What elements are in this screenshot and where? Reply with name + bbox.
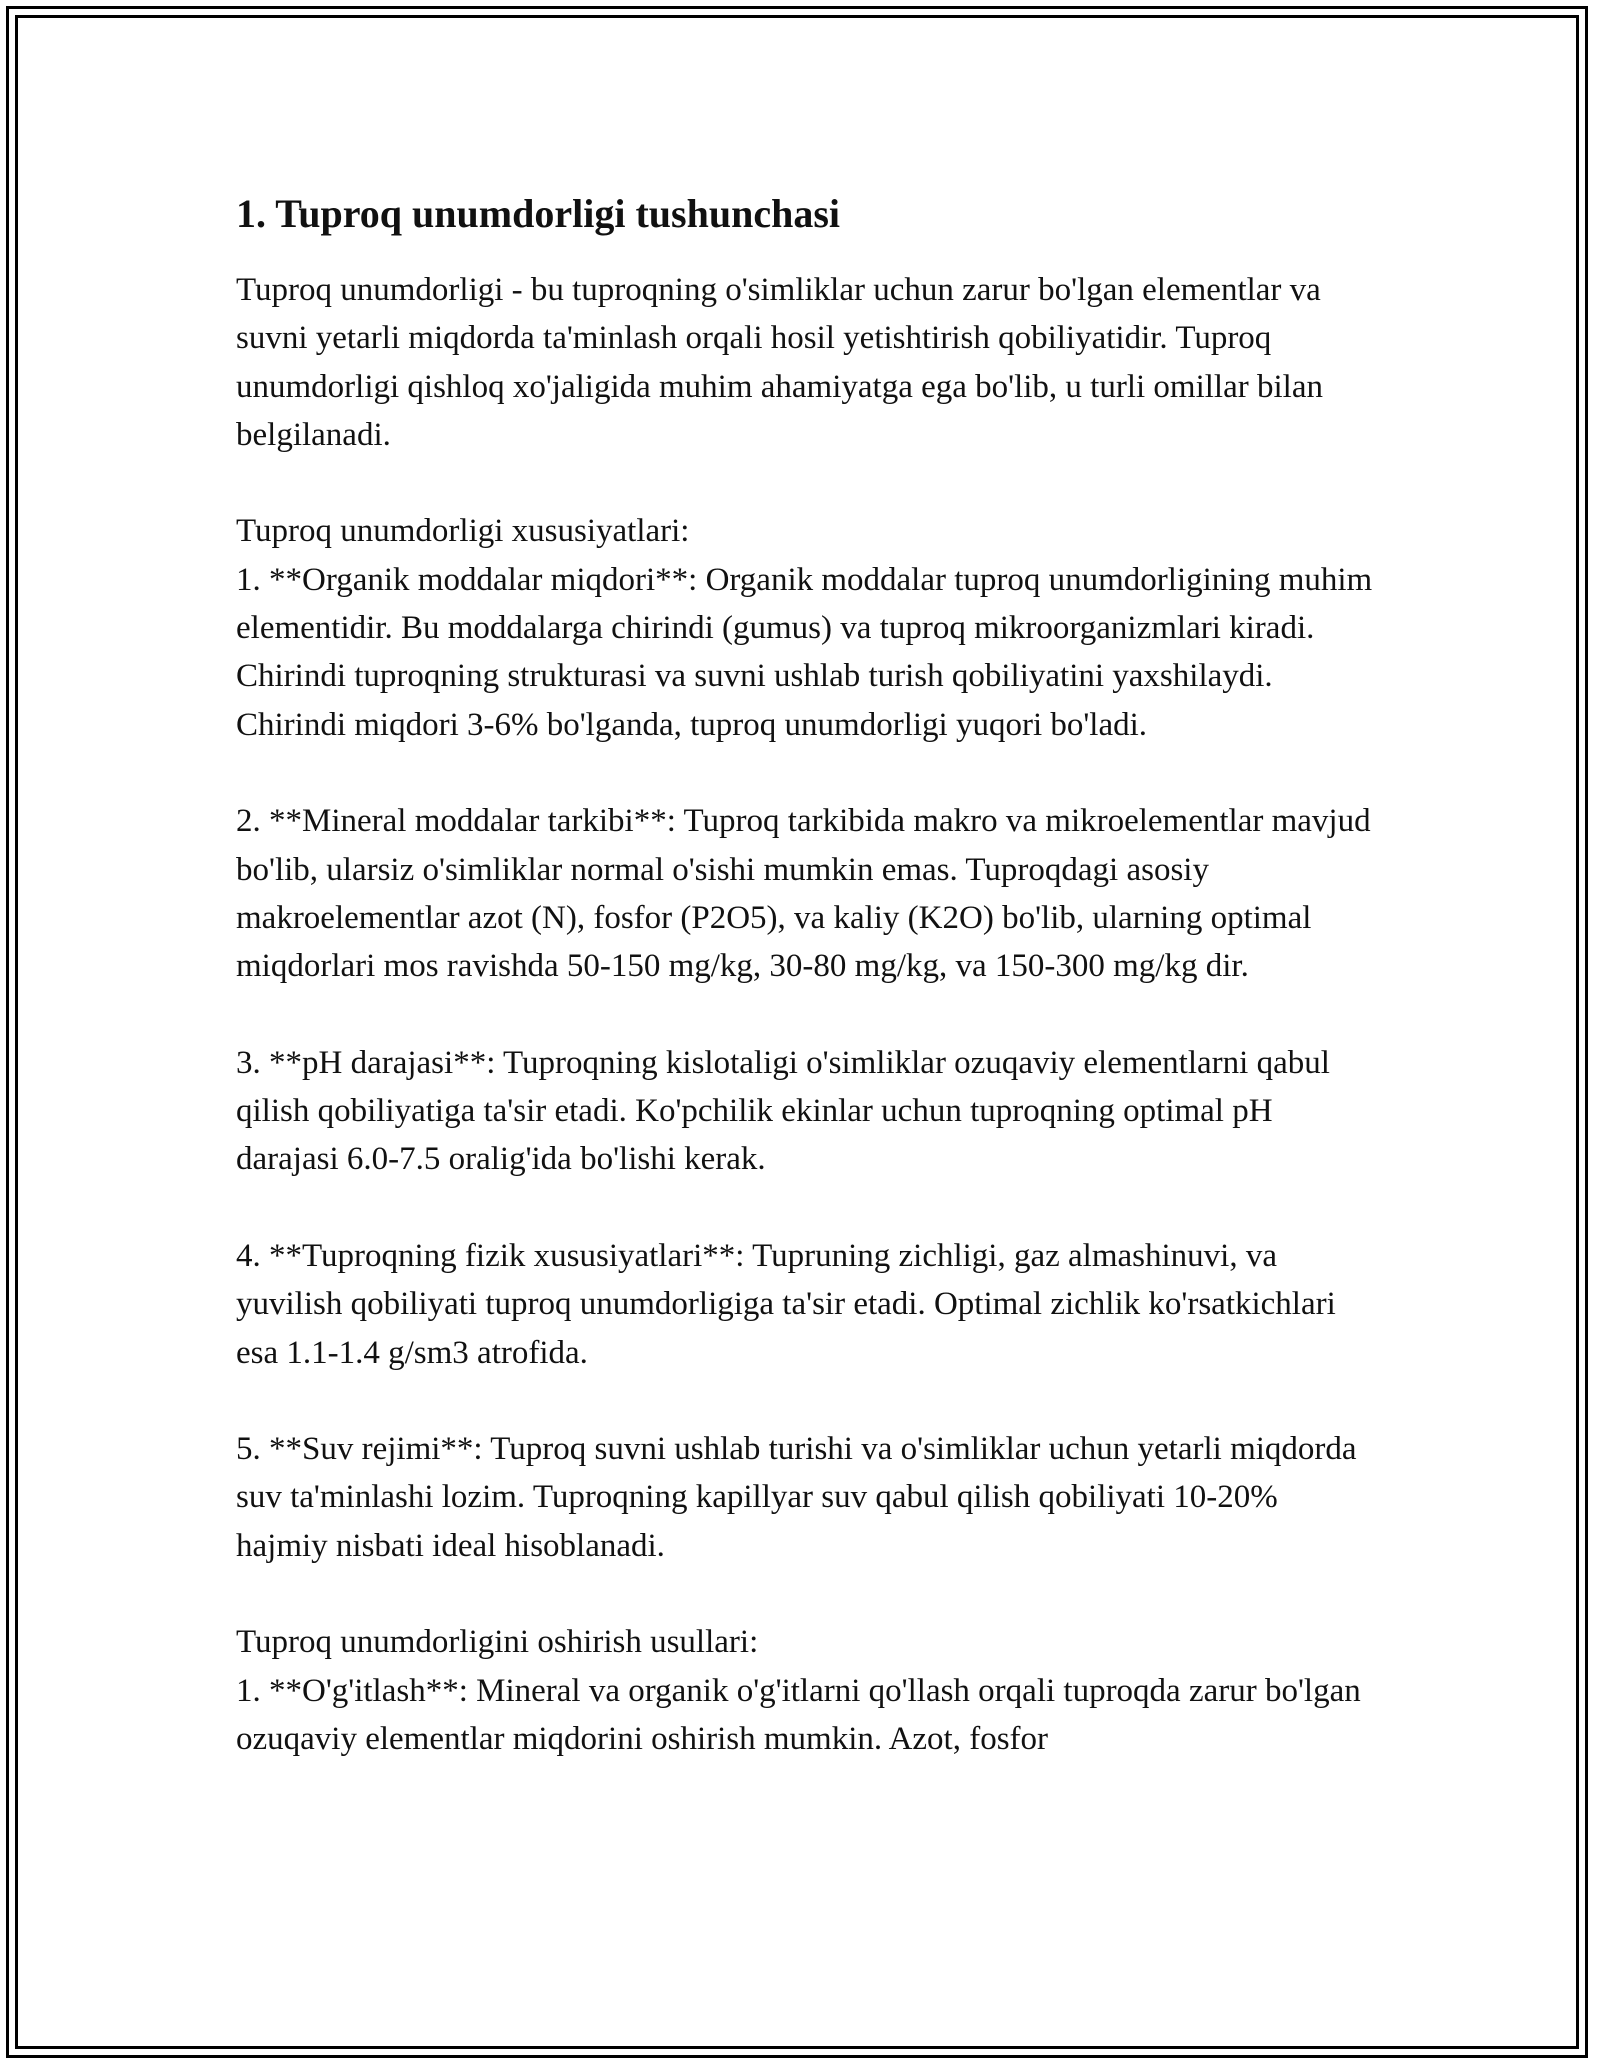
section-title: 1. Tuproq unumdorligi tushunchasi: [236, 191, 841, 236]
properties-heading: Tuproq unumdorligi xususiyatlari:: [236, 513, 690, 550]
spacer: [236, 990, 1376, 1038]
property-item-3: 3. **pH darajasi**: Tuproqning kislotaligi o'simliklar ozuqaviy elementlarni qabul qilish qobiliyatiga ta'sir etadi. Ko'pchilik ekinlar uchun tuproqning optimal pH darajasi 6.0-7.5 oralig'ida bo'lishi kerak.: [236, 1044, 1339, 1178]
property-item-5: 5. **Suv rejimi**: Tuproq suvni ushlab turishi va o'simliklar uchun yetarli miqdorda suv ta'minlashi lozim. Tuproqning kapillyar suv qabul qilish qobiliyati 10-20% hajmiy nisbati ideal hisoblanadi.: [236, 1431, 1365, 1564]
spacer: [236, 459, 1376, 507]
property-item-2: 2. **Mineral moddalar tarkibi**: Tuproq tarkibida makro va mikroelementlar mavjud bo'lib, ularsiz o'simliklar normal o'sishi mumkin emas. Tuproqdagi asosiy makroelementlar azot (N), fosfor (P2O5), va kaliy (K2O) bo'lib, ularning optimal miqdorlari mos ravishda 50-150 mg/kg, 30-80 mg/kg, va 150-300 mg/kg dir.: [236, 803, 1379, 985]
spacer: [236, 1377, 1376, 1425]
property-item-4: 4. **Tuproqning fizik xususiyatlari**: Tupruning zichligi, gaz almashinuvi, va yuvilish qobiliyati tuproq unumdorligiga ta'sir etadi. Optimal zichlik ko'rsatkichlari esa 1.1-1.4 g/sm3 atrofida.: [236, 1237, 1345, 1371]
intro-paragraph: Tuproq unumdorligi - bu tuproqning o'simliklar uchun zarur bo'lgan elementlar va suvni yetarli miqdorda ta'minlash orqali hosil yetishtirish qobiliyatidir. Tuproq unumdorligi qishloq xo'jaligida muhim ahamiyatga ega bo'lib, u turli omillar bilan belgilanadi.: [236, 272, 1332, 453]
document-body: [236, 188, 1381, 1763]
spacer: [236, 749, 1376, 797]
property-item-1: 1. **Organik moddalar miqdori**: Organik moddalar tuproq unumdorligining muhim elementidir. Bu moddalarga chirindi (gumus) va tuproq mikroorganizmlari kiradi. Chirindi tuproqning strukturasi va suvni ushlab turish qobiliyatini yaxshilaydi. Chirindi miqdori 3-6% bo'lganda, tuproq unumdorligi yuqori bo'ladi.: [236, 561, 1381, 743]
method-item-1: 1. **O'g'itlash**: Mineral va organik o'g'itlarni qo'llash orqali tuproqda zarur bo'lgan ozuqaviy elementlar miqdorini oshirish mumkin. Azot, fosfor: [236, 1672, 1369, 1757]
methods-heading: Tuproq unumdorligini oshirish usullari:: [236, 1624, 759, 1661]
spacer: [236, 1184, 1376, 1232]
spacer: [236, 1570, 1376, 1618]
